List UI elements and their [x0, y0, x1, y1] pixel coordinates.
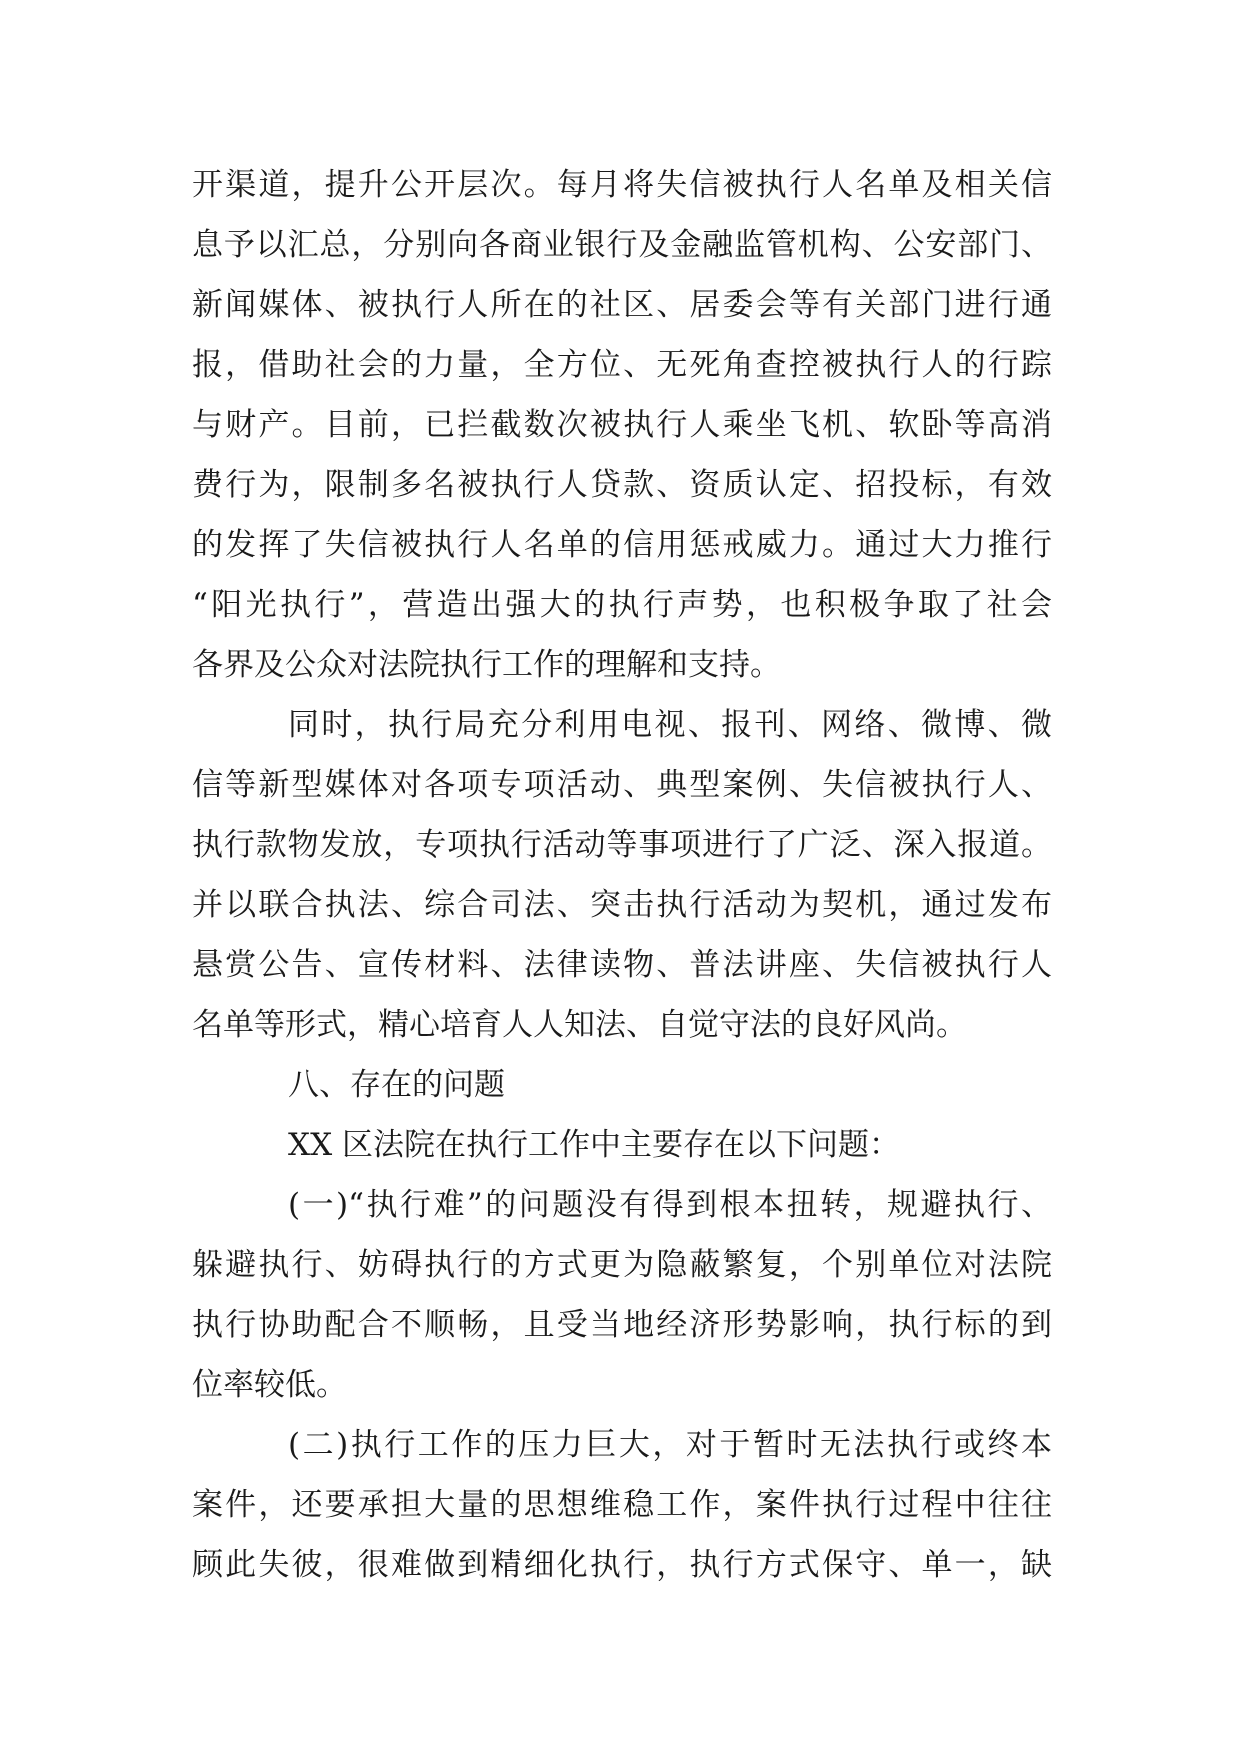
paragraph-line: 的发挥了失信被执行人名单的信用惩戒威力。通过大力推行: [192, 527, 1052, 563]
paragraph-line: (二)执行工作的压力巨大，对于暂时无法执行或终本: [288, 1427, 1052, 1463]
paragraph-line: 悬赏公告、宣传材料、法律读物、普法讲座、失信被执行人: [192, 947, 1052, 983]
paragraph-line: 同时，执行局充分利用电视、报刊、网络、微博、微: [288, 707, 1052, 743]
paragraph-line: 各界及公众对法院执行工作的理解和支持。: [192, 647, 781, 683]
paragraph-line: 案件，还要承担大量的思想维稳工作，案件执行过程中往往: [192, 1487, 1052, 1523]
paragraph-line: 执行款物发放，专项执行活动等事项进行了广泛、深入报道。: [192, 827, 1052, 863]
paragraph-line: 执行协助配合不顺畅，且受当地经济形势影响，执行标的到: [192, 1307, 1052, 1343]
paragraph-line: 费行为，限制多名被执行人贷款、资质认定、招投标，有效: [192, 467, 1052, 503]
paragraph-line: 与财产。目前，已拦截数次被执行人乘坐飞机、软卧等高消: [192, 407, 1052, 443]
paragraph-line: “阳光执行”，营造出强大的执行声势，也积极争取了社会: [192, 587, 1052, 623]
section-heading: 八、存在的问题: [288, 1067, 505, 1103]
paragraph-line: 信等新型媒体对各项专项活动、典型案例、失信被执行人、: [192, 767, 1052, 803]
paragraph-line: 并以联合执法、综合司法、突击执行活动为契机，通过发布: [192, 887, 1052, 923]
paragraph-line: (一)“执行难”的问题没有得到根本扭转，规避执行、: [288, 1187, 1052, 1223]
paragraph-line: 报，借助社会的力量，全方位、无死角查控被执行人的行踪: [192, 347, 1052, 383]
paragraph-line: 躲避执行、妨碍执行的方式更为隐蔽繁复，个别单位对法院: [192, 1247, 1052, 1283]
document-body: [192, 155, 1052, 1595]
paragraph-line: 位率较低。: [192, 1367, 347, 1403]
paragraph-line: XX 区法院在执行工作中主要存在以下问题：: [288, 1127, 900, 1163]
paragraph-line: 开渠道，提升公开层次。每月将失信被执行人名单及相关信: [192, 167, 1052, 203]
paragraph-line: 新闻媒体、被执行人所在的社区、居委会等有关部门进行通: [192, 287, 1052, 323]
paragraph-line: 名单等形式，精心培育人人知法、自觉守法的良好风尚。: [192, 1007, 967, 1043]
paragraph-line: 息予以汇总，分别向各商业银行及金融监管机构、公安部门、: [192, 227, 1052, 263]
paragraph-line: 顾此失彼，很难做到精细化执行，执行方式保守、单一，缺: [192, 1547, 1052, 1583]
